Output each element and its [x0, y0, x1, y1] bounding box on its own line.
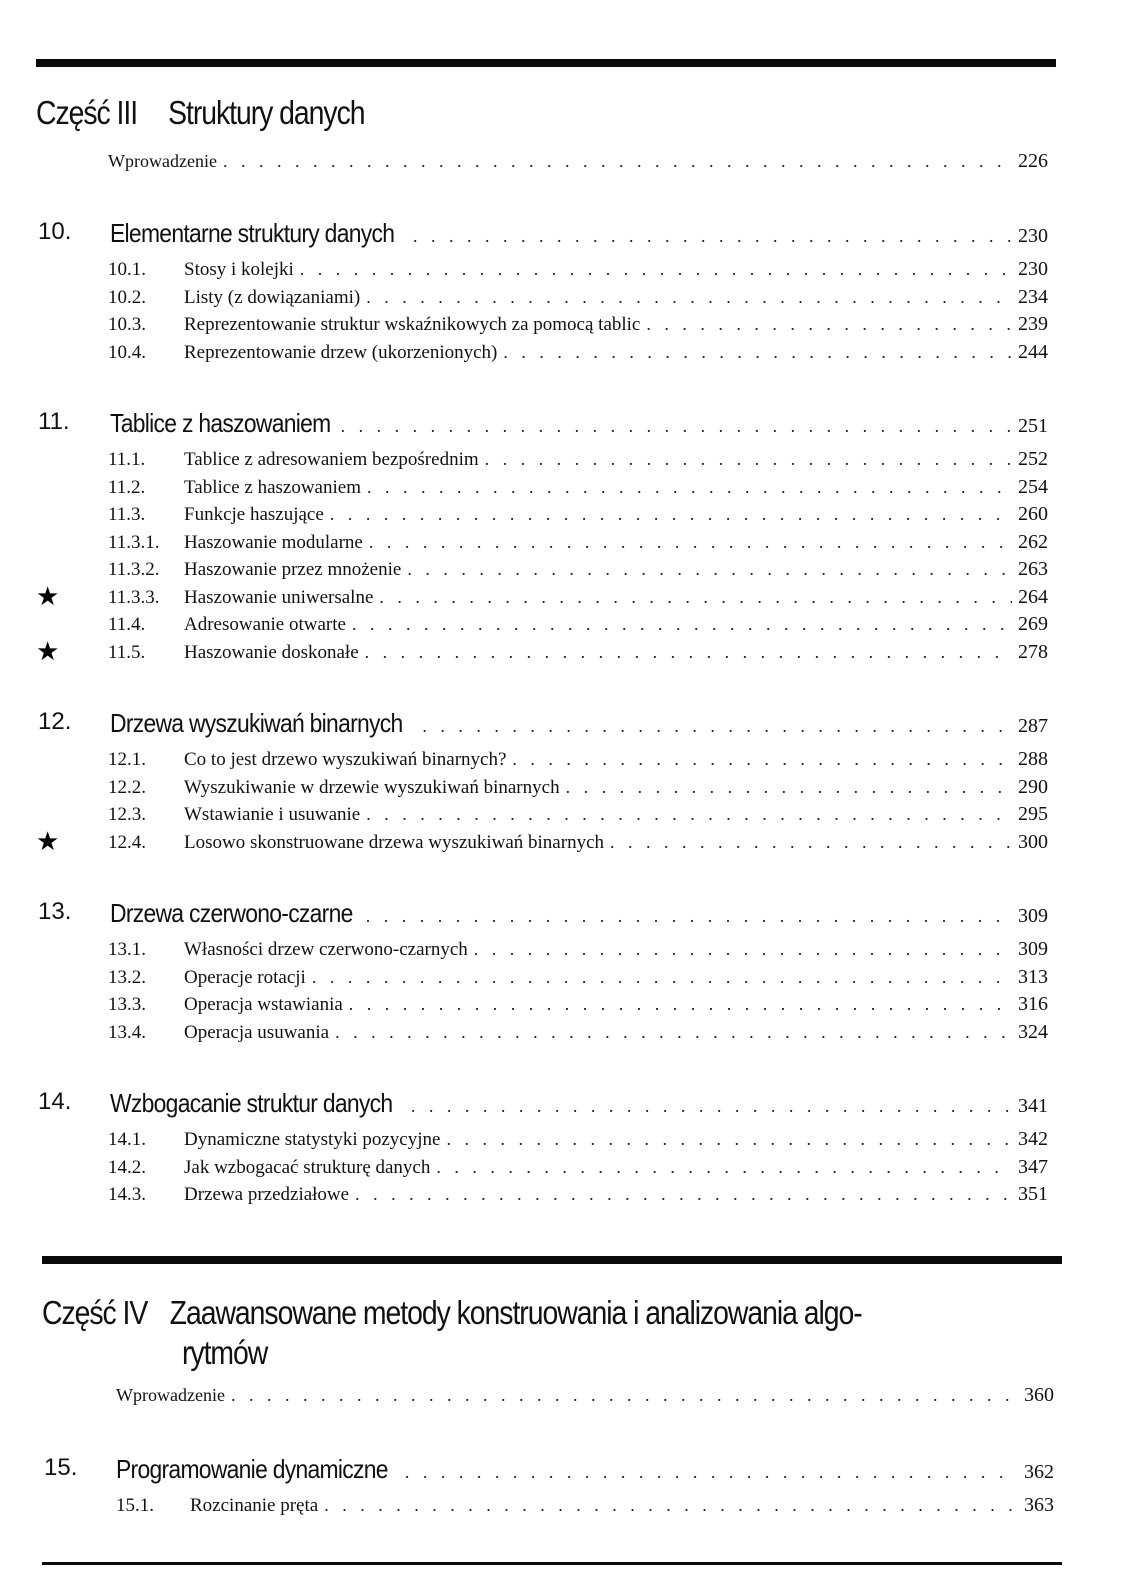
section-number: 10.3.: [108, 314, 146, 335]
leader-dots: [379, 587, 1012, 609]
page-number: 244: [1018, 340, 1048, 363]
chapter-number: 12.: [38, 708, 72, 735]
section-title: Wstawianie i usuwanie: [184, 804, 361, 825]
toc-entry-section[interactable]: [108, 341, 1058, 364]
page-number: 287: [1018, 715, 1048, 737]
leader-dots: [335, 1022, 1012, 1044]
page-number: 230: [1018, 258, 1048, 280]
page-number: 290: [1018, 775, 1048, 798]
section-number: 11.4.: [108, 614, 146, 635]
leader-dots: [312, 967, 1012, 989]
page-number: 360: [1024, 1384, 1054, 1406]
toc-entry-section[interactable]: [108, 531, 1058, 554]
section-title: Haszowanie doskonałe: [184, 641, 359, 663]
chapter-number: 11.: [38, 408, 70, 435]
section-title: Haszowanie przez mnożenie: [184, 559, 402, 580]
toc-entry-section[interactable]: [108, 613, 1058, 636]
chapter-number: 13.: [38, 898, 72, 925]
toc-entry-chapter[interactable]: [38, 1088, 1058, 1118]
chapter-number: 15.: [44, 1454, 78, 1481]
leader-dots: [330, 504, 1012, 526]
toc-entry-section[interactable]: [108, 476, 1058, 499]
page-number: 300: [1018, 830, 1048, 853]
page-number: 351: [1018, 1183, 1048, 1205]
part-heading: [36, 94, 365, 132]
toc-entry-section[interactable]: [108, 258, 1058, 281]
leader-dots: [646, 314, 1012, 336]
leader-dots: [503, 342, 1012, 364]
chapter-title: Programowanie dynamiczne: [116, 1454, 388, 1484]
section-number: 14.2.: [108, 1156, 146, 1178]
toc-entry-section[interactable]: [108, 748, 1058, 771]
section-number: 13.4.: [108, 1021, 146, 1043]
leader-dots: [366, 287, 1012, 309]
page-number: 252: [1018, 448, 1048, 470]
page-number: 269: [1018, 613, 1048, 635]
page-number: 234: [1018, 285, 1048, 308]
leader-dots: [407, 559, 1012, 581]
page-number: 347: [1018, 1155, 1048, 1178]
page-number: 362: [1024, 1461, 1054, 1483]
part-title-line2: rytmów: [182, 1334, 268, 1371]
section-number: 11.3.2.: [108, 559, 160, 580]
toc-entry-section[interactable]: [116, 1494, 1064, 1517]
section-title: Rozcinanie pręta: [190, 1495, 319, 1516]
section-title: Stosy i kolejki: [184, 259, 294, 280]
leader-dots: [349, 994, 1012, 1016]
chapter-title: Drzewa wyszukiwań binarnych: [110, 708, 403, 738]
leader-dots: [610, 832, 1012, 854]
page-number: 316: [1018, 993, 1048, 1015]
section-number: 11.3.: [108, 504, 146, 525]
star-icon: ★: [36, 581, 60, 612]
page-number: 262: [1018, 530, 1048, 553]
leader-dots: [422, 716, 1012, 738]
leader-dots: [446, 1129, 1012, 1151]
leader-dots: [365, 642, 1012, 664]
leader-dots: [366, 804, 1012, 826]
part-label: Część III: [36, 94, 138, 131]
section-number: 13.3.: [108, 994, 146, 1015]
toc-entry-chapter[interactable]: [44, 1454, 1064, 1484]
section-title: Operacje rotacji: [184, 966, 306, 988]
section-title: Tablice z haszowaniem: [184, 476, 361, 498]
page-number: 363: [1024, 1494, 1054, 1516]
leader-dots: [413, 226, 1012, 248]
entry-title: Wprowadzenie: [108, 151, 217, 171]
section-title: Drzewa przedziałowe: [184, 1184, 350, 1205]
page-number: 251: [1018, 415, 1048, 437]
part-heading-continued: [182, 1334, 267, 1372]
leader-dots: [324, 1495, 1018, 1517]
page-number: 260: [1018, 503, 1048, 525]
section-title: Jak wzbogacać strukturę danych: [184, 1156, 431, 1178]
toc-entry-section[interactable]: [108, 286, 1058, 309]
leader-dots: [474, 939, 1012, 961]
part-heading: [42, 1294, 862, 1332]
chapter-title: Tablice z haszowaniem: [110, 408, 331, 438]
section-title: Haszowanie modularne: [184, 531, 363, 553]
section-title: Operacja wstawiania: [184, 994, 343, 1015]
section-number: 15.1.: [116, 1495, 154, 1516]
section-title: Adresowanie otwarte: [184, 614, 346, 635]
toc-entry-section[interactable]: [108, 1128, 1058, 1151]
section-title: Wyszukiwanie w drzewie wyszukiwań binarnych: [184, 776, 560, 798]
toc-entry-section[interactable]: [108, 803, 1058, 826]
chapter-title: Wzbogacanie struktur danych: [110, 1088, 393, 1118]
section-number: 10.2.: [108, 286, 146, 308]
toc-entry-section[interactable]: [108, 558, 1058, 581]
section-title: Haszowanie uniwersalne: [184, 586, 374, 608]
page-number: 254: [1018, 475, 1048, 498]
section-title: Listy (z dowiązaniami): [184, 286, 361, 308]
section-number: 12.3.: [108, 804, 146, 825]
toc-entry-section[interactable]: [108, 448, 1058, 471]
leader-dots: [231, 1385, 1018, 1407]
section-number: 12.2.: [108, 776, 146, 798]
section-title: Reprezentowanie struktur wskaźnikowych za pomocą tablic: [184, 314, 641, 335]
page-number: 341: [1018, 1095, 1048, 1117]
page-number: 324: [1018, 1020, 1048, 1043]
section-title: Własności drzew czerwono-czarnych: [184, 939, 468, 960]
section-number: 11.5.: [108, 641, 146, 663]
section-number: 11.3.3.: [108, 586, 160, 608]
chapter-title: Drzewa czerwono-czarne: [110, 898, 353, 928]
leader-dots: [566, 777, 1012, 799]
leader-dots: [369, 532, 1012, 554]
section-number: 14.3.: [108, 1184, 146, 1205]
star-icon: ★: [36, 636, 60, 667]
toc-entry-section[interactable]: [108, 966, 1058, 989]
section-title: Dynamiczne statystyki pozycyjne: [184, 1129, 441, 1150]
toc-entry-section[interactable]: [108, 641, 1058, 664]
section-number: 13.1.: [108, 939, 146, 960]
toc-entry-section[interactable]: [108, 938, 1058, 961]
leader-dots: [223, 151, 1012, 173]
section-number: 11.2.: [108, 476, 146, 498]
section-title: Reprezentowanie drzew (ukorzenionych): [184, 341, 498, 363]
section-title: Tablice z adresowaniem bezpośrednim: [184, 449, 479, 470]
leader-dots: [411, 1096, 1012, 1118]
page-number: 342: [1018, 1128, 1048, 1150]
section-title: Funkcje haszujące: [184, 504, 324, 525]
leader-dots: [367, 477, 1012, 499]
part-divider-rule: [42, 1256, 1062, 1264]
part-divider-rule: [36, 59, 1056, 67]
leader-dots: [355, 1184, 1012, 1206]
toc-entry-section[interactable]: [108, 776, 1058, 799]
page-number: 226: [1018, 150, 1048, 172]
page-number: 288: [1018, 748, 1048, 770]
leader-dots: [300, 259, 1012, 281]
toc-entry-intro[interactable]: [116, 1384, 1064, 1407]
leader-dots: [366, 906, 1012, 928]
part-title-line1: Zaawansowane metody konstruowania i analizowania algo-: [169, 1294, 862, 1331]
leader-dots: [352, 614, 1012, 636]
toc-entry-section[interactable]: [108, 503, 1058, 526]
part-title: Struktury danych: [168, 94, 365, 131]
leader-dots: [405, 1462, 1018, 1484]
toc-entry-chapter[interactable]: [38, 218, 1058, 248]
toc-entry-intro[interactable]: [108, 150, 1058, 173]
section-title: Operacja usuwania: [184, 1021, 330, 1043]
section-title: Co to jest drzewo wyszukiwań binarnych?: [184, 749, 507, 770]
part-label: Część IV: [42, 1294, 148, 1331]
toc-entry-chapter[interactable]: [38, 408, 1058, 438]
page-number: 295: [1018, 803, 1048, 825]
page-number: 309: [1018, 938, 1048, 960]
page-number: 230: [1018, 225, 1048, 247]
toc-entry-section[interactable]: [108, 831, 1058, 854]
section-title: Losowo skonstruowane drzewa wyszukiwań binarnych: [184, 831, 605, 853]
toc-entry-chapter[interactable]: [38, 898, 1058, 928]
page-number: 313: [1018, 965, 1048, 988]
section-number: 14.1.: [108, 1129, 146, 1150]
chapter-number: 10.: [38, 218, 72, 245]
leader-dots: [485, 449, 1012, 471]
bottom-rule: [42, 1562, 1062, 1565]
entry-title: Wprowadzenie: [116, 1385, 225, 1405]
chapter-title: Elementarne struktury danych: [110, 218, 395, 248]
toc-entry-section[interactable]: [108, 1156, 1058, 1179]
section-number: 11.3.1.: [108, 531, 160, 553]
toc-entry-section[interactable]: [108, 993, 1058, 1016]
page-number: 309: [1018, 905, 1048, 927]
toc-entry-section[interactable]: [108, 313, 1058, 336]
leader-dots: [341, 416, 1012, 438]
toc-entry-section[interactable]: [108, 1021, 1058, 1044]
chapter-number: 14.: [38, 1088, 72, 1115]
leader-dots: [436, 1157, 1012, 1179]
star-icon: ★: [36, 826, 60, 857]
toc-entry-section[interactable]: [108, 586, 1058, 609]
page-number: 264: [1018, 585, 1048, 608]
section-number: 13.2.: [108, 966, 146, 988]
leader-dots: [512, 749, 1012, 771]
section-number: 12.1.: [108, 749, 146, 770]
section-number: 11.1.: [108, 449, 146, 470]
section-number: 10.1.: [108, 259, 146, 280]
toc-entry-section[interactable]: [108, 1183, 1058, 1206]
section-number: 12.4.: [108, 831, 146, 853]
toc-entry-chapter[interactable]: [38, 708, 1058, 738]
page-number: 263: [1018, 558, 1048, 580]
section-number: 10.4.: [108, 341, 146, 363]
page-number: 278: [1018, 640, 1048, 663]
page-number: 239: [1018, 313, 1048, 335]
